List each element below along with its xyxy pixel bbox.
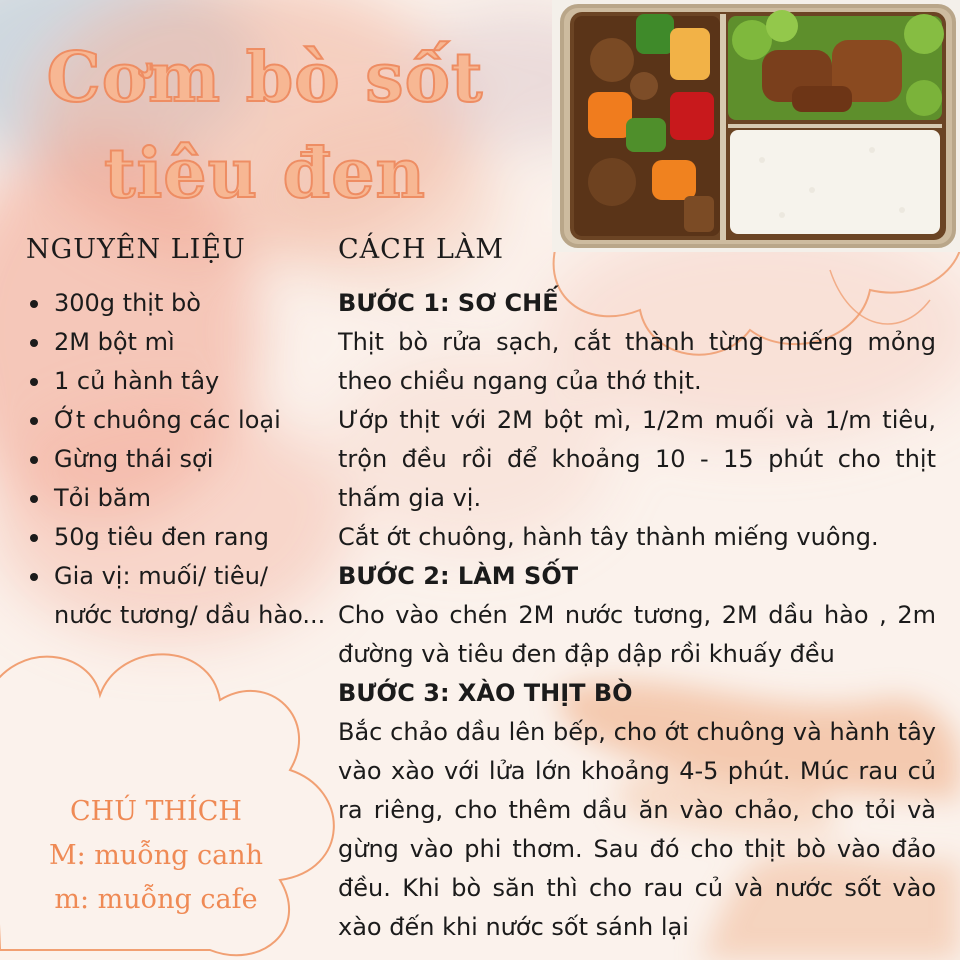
ingredient-item: Gia vị: muối/ tiêu/ nước tương/ dầu hào... (26, 557, 326, 635)
note-line: m: muỗng cafe (54, 884, 258, 915)
ingredients-heading: NGUYÊN LIỆU (26, 234, 246, 265)
ingredient-item: 2M bột mì (26, 323, 326, 362)
step3-paragraph: Bắc chảo dầu lên bếp, cho ớt chuông và hành tây vào xào với lửa lớn khoảng 4-5 phút. Múc rau củ ra riêng, cho thêm dầu ăn vào chảo, cho tỏi và gừng vào phi thơm. Sau đó cho thịt bò vào đảo đều. Khi bò săn thì cho rau củ và nước sốt vào xào đến khi nước sốt sánh lại (338, 718, 936, 941)
recipe-title-line2: tiêu đen (104, 134, 426, 214)
ingredient-item: Tỏi băm (26, 479, 326, 518)
unit-note (16, 790, 296, 922)
note-line: M: muỗng canh (48, 840, 264, 871)
step3-title: BƯỚC 3: XÀO THỊT BÒ (338, 679, 633, 707)
ingredient-item: 50g tiêu đen rang (26, 518, 326, 557)
recipe-title (30, 30, 500, 222)
step1-paragraph: Cắt ớt chuông, hành tây thành miếng vuông. (338, 523, 879, 551)
ingredient-list (26, 284, 326, 635)
ingredient-item: Ớt chuông các loại (26, 401, 326, 440)
step2-paragraph: Cho vào chén 2M nước tương, 2M dầu hào , 2m đường và tiêu đen đập dập rồi khuấy đều (338, 601, 936, 668)
ingredient-item: 1 củ hành tây (26, 362, 326, 401)
recipe-title-line1: Cơm bò sốt (46, 38, 484, 118)
note-heading: CHÚ THÍCH (70, 796, 242, 827)
food-photo (552, 0, 960, 252)
method-steps (338, 284, 936, 947)
method-heading: CÁCH LÀM (338, 234, 505, 265)
lettuce-and-meat (728, 10, 944, 120)
ingredient-item: Gừng thái sợi (26, 440, 326, 479)
step2-title: BƯỚC 2: LÀM SỐT (338, 562, 579, 590)
step1-paragraph: Ướp thịt với 2M bột mì, 1/2m muối và 1/m tiêu, trộn đều rồi để khoảng 10 - 15 phút cho thịt thấm gia vị. (338, 406, 936, 512)
rice (730, 130, 940, 234)
beef-and-peppers (574, 14, 720, 236)
ingredient-item: 300g thịt bò (26, 284, 326, 323)
step1-title: BƯỚC 1: SƠ CHẾ (338, 289, 559, 317)
step1-paragraph: Thịt bò rửa sạch, cắt thành từng miếng mỏng theo chiều ngang của thớ thịt. (338, 328, 936, 395)
